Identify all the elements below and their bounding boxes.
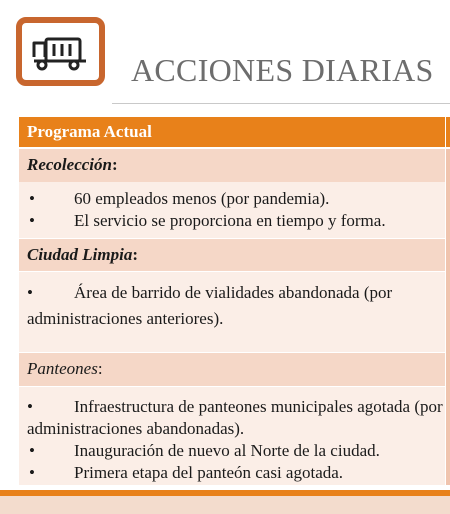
bullet-marker: • — [29, 441, 35, 460]
section-bullets-panteones — [19, 387, 445, 485]
list-item — [27, 440, 445, 462]
bullet-marker: • — [29, 189, 35, 208]
title-divider — [112, 103, 450, 104]
list-item-text: Primera etapa del panteón casi agotada. — [74, 463, 344, 482]
list-item — [27, 188, 445, 210]
list-item — [27, 396, 445, 440]
header-edge — [446, 117, 450, 147]
list-item-text: 60 empleados menos (por pandemia). — [74, 189, 330, 208]
bullet-marker: • — [29, 211, 35, 230]
list-item — [27, 280, 445, 332]
bullet-marker: • — [27, 283, 33, 302]
section-heading-label: Recolección — [27, 155, 112, 174]
list-item — [27, 462, 445, 484]
list-item-text: Infraestructura de panteones municipales agotada (por administraciones abandonadas). — [27, 397, 443, 438]
section-heading-suffix: : — [111, 155, 118, 174]
garbage-truck-icon — [31, 32, 91, 72]
section-heading-panteones — [19, 353, 445, 386]
page-title: ACCIONES DIARIAS — [131, 52, 434, 88]
section-bullets-ciudad-limpia — [19, 272, 445, 352]
table-right-edge — [446, 149, 450, 485]
bullet-marker: • — [29, 463, 35, 482]
section-heading-label: Panteones — [27, 359, 98, 378]
list-item-text: Área de barrido de vialidades abandonada (por administraciones anteriores). — [27, 283, 393, 328]
list-item-text: Inauguración de nuevo al Norte de la ciudad. — [74, 441, 380, 460]
table-header-label: Programa Actual — [27, 122, 152, 141]
section-heading-suffix: : — [97, 359, 103, 378]
section-heading-recoleccion — [19, 149, 445, 182]
table-header — [19, 117, 445, 147]
section-heading-suffix: : — [132, 245, 138, 264]
logo — [16, 17, 105, 86]
section-heading-label: Ciudad Limpia — [27, 245, 133, 264]
bullet-marker: • — [27, 397, 33, 416]
program-table — [19, 117, 450, 485]
section-bullets-recoleccion — [19, 182, 445, 238]
section-heading-ciudad-limpia — [19, 239, 445, 271]
footer-band — [0, 496, 450, 514]
list-item — [27, 210, 445, 232]
list-item-text: El servicio se proporciona en tiempo y forma. — [74, 211, 386, 230]
